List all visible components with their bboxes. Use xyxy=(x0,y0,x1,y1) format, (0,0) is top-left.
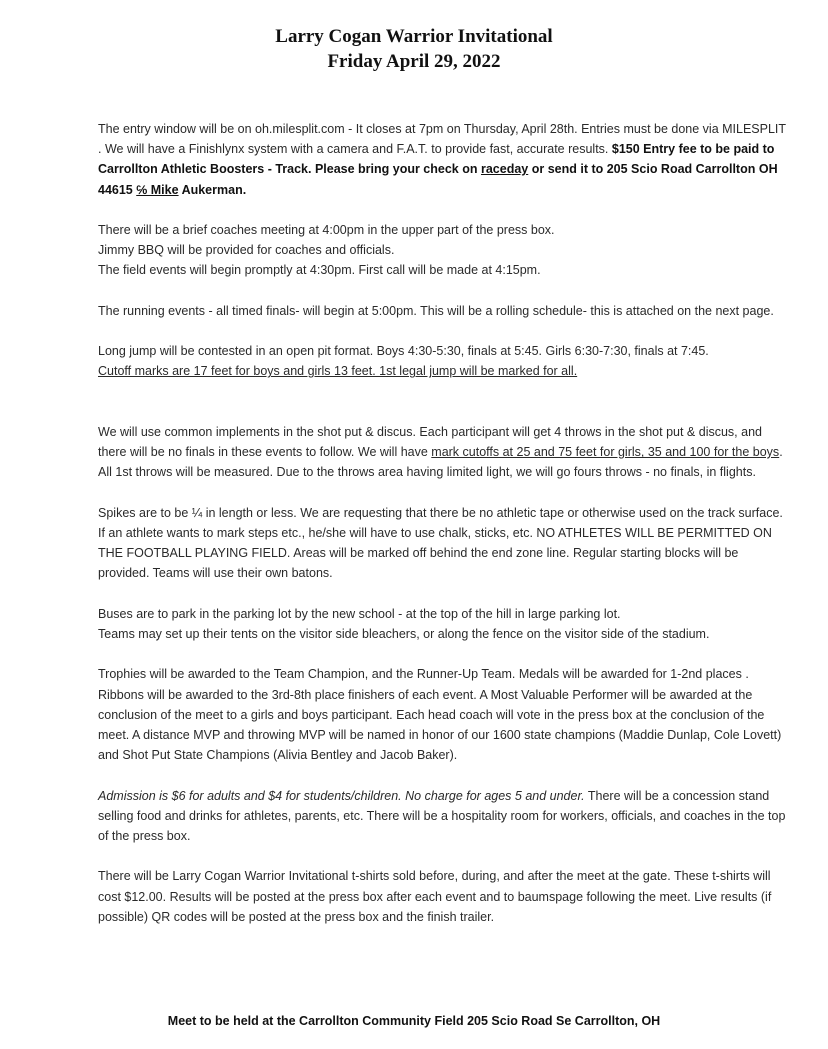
trophies-paragraph: Trophies will be awarded to the Team Champion, and the Runner-Up Team. Medals will be awarded for 1-2nd places . Ribbons will be awarded to the 3rd-8th place finishers of each event. A Most Valuable Performer will be awarded at the conclusion of the meet to a girls and boys participant. Each head coach will vote in the press box at the conclusion of the meet. A distance MVP and throwing MVP will be named in honor of our 1600 state champions (Maddie Dunlap, Cole Lovett) and Shot Put State Champions (Alivia Bentley and Jacob Baker). xyxy=(98,667,782,763)
title-line-2: Friday April 29, 2022 xyxy=(327,51,501,72)
document-body xyxy=(98,119,788,947)
title-line-1: Larry Cogan Warrior Invitational xyxy=(275,26,553,47)
entry-paragraph: The entry window will be on oh.milesplit.com - It closes at 7pm on Thursday, April 28th. Entries must be done via MILESPLIT . We will have a Finishlynx system with a camera and F.A.T. to provide fast, accurate results. $150 Entry fee to be paid to Carrollton Athletic Boosters - Track. Please bring your check on raceday or send it to 205 Scio Road Carrollton OH 44615 ℅ Mike Aukerman. xyxy=(98,122,786,197)
throws-paragraph: We will use common implements in the shot put & discus. Each participant will get 4 throws in the shot put & discus, and there will be no finals in these events to follow. We will have mark cutoffs at 25 and 75 feet for girls, 35 and 100 for the boys. All 1st throws will be measured. Due to the throws area having limited light, we will go fours throws - no finals, in flights. xyxy=(98,424,783,480)
tshirts-paragraph: There will be Larry Cogan Warrior Invitational t-shirts sold before, during, and after the meet at the gate. These t-shirts will cost $12.00. Results will be posted at the press box after each event and to baumspage following the meet. Live results (if possible) QR codes will be posted at the press box and the finish trailer. xyxy=(98,869,772,924)
venue-footer: Meet to be held at the Carrollton Community Field 205 Scio Road Se Carrollton, OH xyxy=(167,1014,661,1028)
long-jump-paragraph: Long jump will be contested in an open pit format. Boys 4:30-5:30, finals at 5:45. Girls 6:30-7:30, finals at 7:45. Cutoff marks are 17 feet for boys and girls 13 feet. 1st legal jump will be marked for all. xyxy=(98,344,709,379)
spikes-paragraph: Spikes are to be ¼ in length or less. We are requesting that there be no athletic tape or otherwise used on the track surface. If an athlete wants to mark steps etc., he/she will have to use chalk, sticks, etc. NO ATHLETES WILL BE PERMITTED ON THE FOOTBALL PLAYING FIELD. Areas will be marked off behind the end zone line. Regular starting blocks will be provided. Teams will use their own batons. xyxy=(98,505,783,581)
schedule-paragraph: There will be a brief coaches meeting at 4:00pm in the upper part of the press box. Jimmy BBQ will be provided for coaches and officials. The field events will begin promptly at 4:30pm. First call will be made at 4:15pm. xyxy=(98,223,555,278)
running-events-paragraph: The running events - all timed finals- will begin at 5:00pm. This will be a rolling schedule- this is attached on the next page. xyxy=(98,303,774,318)
admission-paragraph: Admission is $6 for adults and $4 for students/children. No charge for ages 5 and under. There will be a concession stand selling food and drinks for athletes, parents, etc. There will be a hospitality room for workers, officials, and coaches in the top of the press box. xyxy=(98,788,786,843)
document-title xyxy=(0,24,828,74)
buses-paragraph: Buses are to park in the parking lot by the new school - at the top of the hill in large parking lot. Teams may set up their tents on the visitor side bleachers, or along the fence on the visitor side of the stadium. xyxy=(98,606,710,641)
